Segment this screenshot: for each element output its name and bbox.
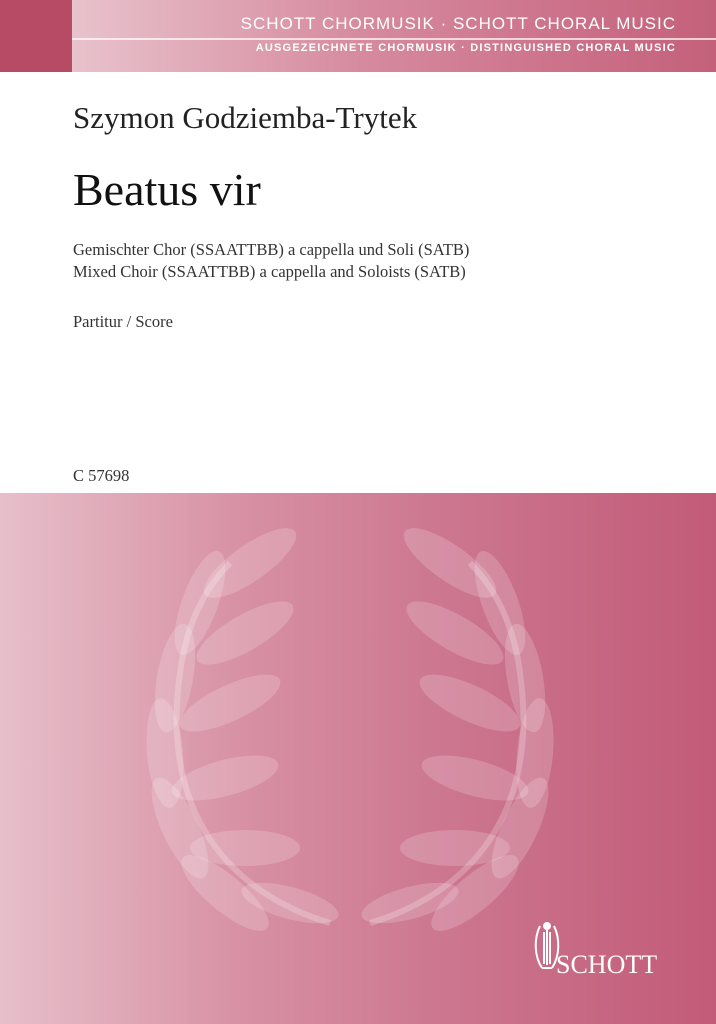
- header-divider: [72, 38, 716, 40]
- catalog-number: C 57698: [73, 466, 130, 485]
- scoring-english: Mixed Choir (SSAATTBB) a cappella and Soloists (SATB): [73, 262, 466, 281]
- series-header: [0, 0, 716, 72]
- series-subtitle: AUSGEZEICHNETE CHORMUSIK · DISTINGUISHED CHORAL MUSIC: [255, 42, 676, 54]
- composer-name: Szymon Godziemba-Trytek: [73, 100, 418, 135]
- scoring-german: Gemischter Chor (SSAATTBB) a cappella und Soli (SATB): [73, 240, 470, 259]
- publisher-logo-text: SCHOTT: [556, 950, 658, 979]
- series-title: SCHOTT CHORMUSIK · SCHOTT CHORAL MUSIC: [240, 14, 676, 33]
- work-title: Beatus vir: [73, 164, 261, 215]
- header-color-block: [0, 0, 72, 72]
- edition-type: Partitur / Score: [73, 312, 173, 331]
- header-gradient-band: [72, 0, 716, 72]
